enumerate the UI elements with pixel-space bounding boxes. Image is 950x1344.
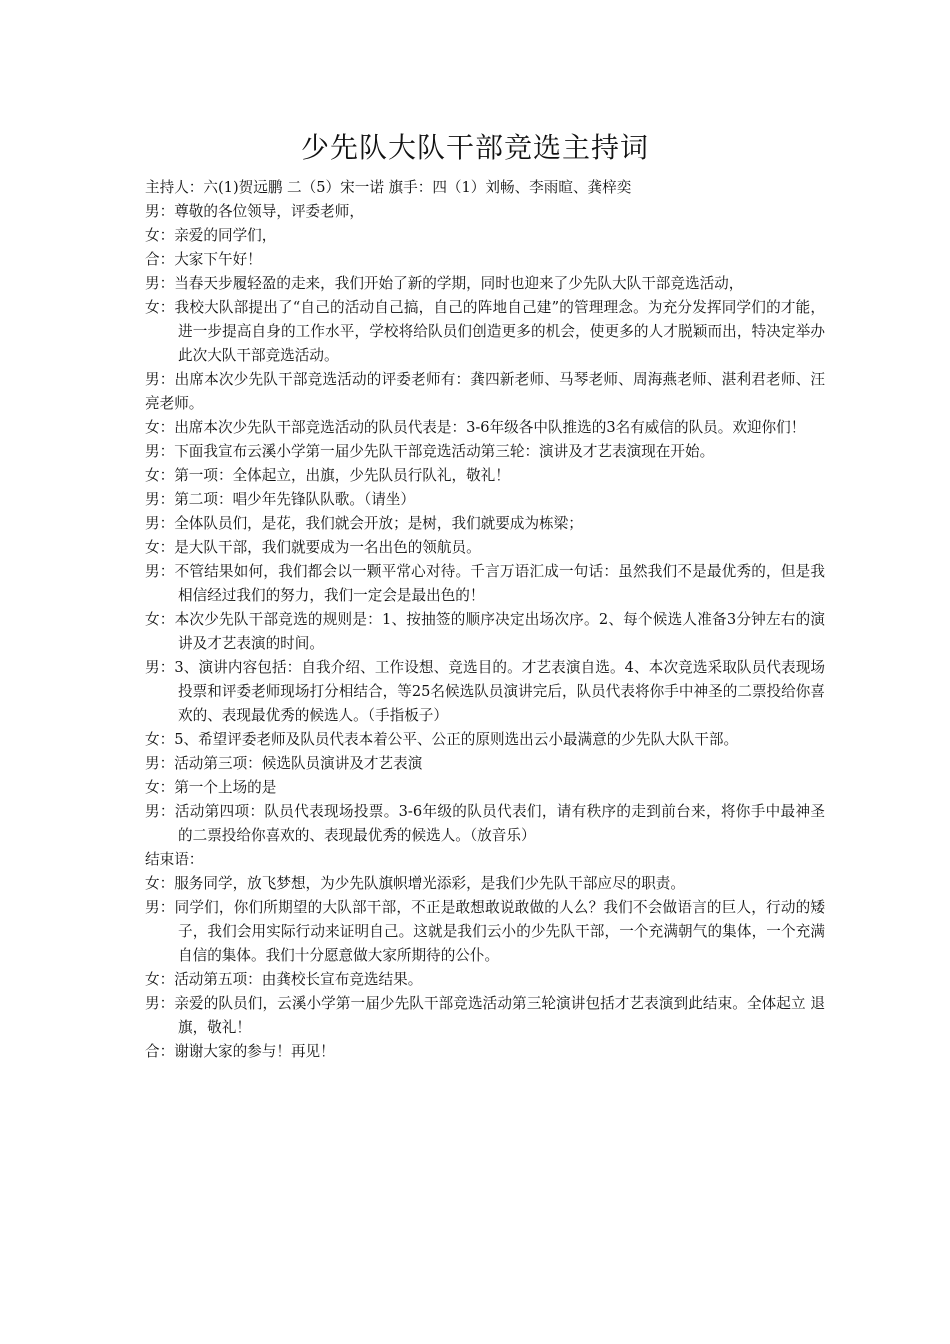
paragraph: 男：不管结果如何，我们都会以一颗平常心对待。千言万语汇成一句话：虽然我们不是最优秀的，但是我相信经过我们的努力，我们一定会是最出色的！ — [145, 563, 825, 604]
paragraph: 女：服务同学，放飞梦想，为少先队旗帜增光添彩，是我们少先队干部应尽的职责。 — [145, 875, 685, 892]
paragraph: 合：大家下午好！ — [145, 251, 262, 268]
paragraph: 男：第二项：唱少年先锋队队歌。（请坐） — [145, 491, 415, 508]
paragraph: 女：第一项：全体起立，出旗，少先队员行队礼，敬礼！ — [145, 467, 510, 484]
paragraph: 男：尊敬的各位领导，评委老师， — [145, 203, 364, 220]
paragraph: 女：我校大队部提出了“自己的活动自己搞，自己的阵地自己建”的管理理念。为充分发挥同学们的才能，进一步提高自身的工作水平，学校将给队员们创造更多的机会，使更多的人才脱颖而出，特决定举办此次大队干部竞选活动。 — [145, 299, 825, 364]
paragraph: 女：第一个上场的是 — [145, 779, 277, 796]
paragraph: 男：同学们，你们所期望的大队部干部，不正是敢想敢说敢做的人么？我们不会做语言的巨人，行动的矮子，我们会用实际行动来证明自己。这就是我们云小的少先队干部，一个充满朝气的集体，一个充满自信的集体。我们十分愿意做大家所期待的公仆。 — [145, 899, 825, 964]
paragraph: 男：出席本次少先队干部竞选活动的评委老师有：龚四新老师、马琴老师、周海燕老师、湛利君老师、汪亮老师。 — [145, 371, 825, 412]
document-body — [145, 176, 825, 1064]
paragraph: 女：是大队干部，我们就要成为一名出色的领航员。 — [145, 539, 481, 556]
paragraph: 女：出席本次少先队干部竞选活动的队员代表是：3-6年级各中队推选的3名有威信的队员。欢迎你们！ — [145, 419, 806, 436]
paragraph: 男：活动第三项：候选队员演讲及才艺表演 — [145, 755, 423, 772]
paragraph: 男：下面我宣布云溪小学第一届少先队干部竞选活动第三轮：演讲及才艺表演现在开始。 — [145, 443, 715, 460]
paragraph: 女：亲爱的同学们， — [145, 227, 277, 244]
paragraph: 男：亲爱的队员们，云溪小学第一届少先队干部竞选活动第三轮演讲包括才艺表演到此结束。全体起立 退旗，敬礼！ — [145, 995, 825, 1036]
paragraph: 结束语： — [145, 851, 204, 868]
paragraph: 女：本次少先队干部竞选的规则是：1、按抽签的顺序决定出场次序。2、每个候选人准备3分钟左右的演讲及才艺表演的时间。 — [145, 611, 825, 652]
paragraph: 男：3、演讲内容包括：自我介绍、工作设想、竞选目的。才艺表演自选。4、本次竞选采取队员代表现场投票和评委老师现场打分相结合，等25名候选队员演讲完后，队员代表将你手中神圣的二票投给你喜欢的、表现最优秀的候选人。（手指板子） — [145, 659, 825, 724]
paragraph: 主持人：六(1)贺远鹏 二（5）宋一诺 旗手：四（1）刘畅、李雨暄、龚梓奕 — [145, 179, 632, 196]
paragraph: 合：谢谢大家的参与！再见！ — [145, 1043, 335, 1060]
paragraph: 男：活动第四项：队员代表现场投票。3-6年级的队员代表们，请有秩序的走到前台来，将你手中最神圣的二票投给你喜欢的、表现最优秀的候选人。（放音乐） — [145, 803, 825, 844]
paragraph: 男：全体队员们，是花，我们就会开放；是树，我们就要成为栋梁； — [145, 515, 583, 532]
paragraph: 女：5、希望评委老师及队员代表本着公平、公正的原则选出云小最满意的少先队大队干部。 — [145, 731, 739, 748]
document-title: 少先队大队干部竞选主持词 — [300, 131, 649, 164]
paragraph: 女：活动第五项：由龚校长宣布竞选结果。 — [145, 971, 423, 988]
paragraph: 男：当春天步履轻盈的走来，我们开始了新的学期，同时也迎来了少先队大队干部竞选活动， — [145, 275, 744, 292]
